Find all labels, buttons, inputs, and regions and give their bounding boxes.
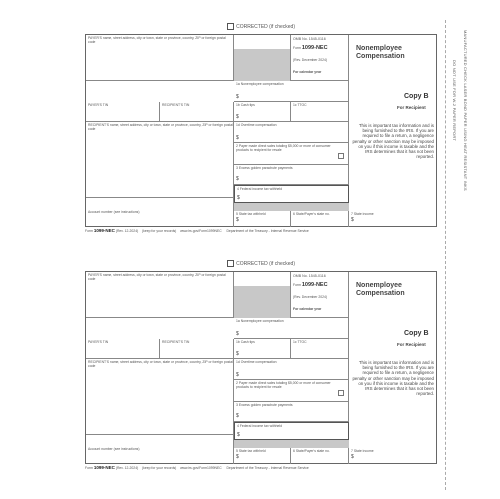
omb-box (291, 272, 349, 318)
recipient-name-label: RECIPIENT'S name, street address, city or town, state or province, country, ZIP or foreign postal code (88, 123, 233, 131)
box-7-label: 7 State income (351, 212, 374, 216)
recipient-name-box[interactable] (86, 122, 234, 198)
recipient-name-label: RECIPIENT'S name, street address, city or town, state or province, country, ZIP or foreign postal code (88, 360, 233, 368)
dollar-sign: $ (236, 372, 239, 378)
dollar-sign: $ (236, 176, 239, 182)
box-3-label: 3 Excess golden parachute payments (236, 166, 293, 170)
side-text-1: DO NOT USE FOR W-2 PAPER REPORT (452, 60, 457, 142)
box-4-label: 4 Federal income tax withheld (237, 187, 283, 191)
footer-rev: (Rev. 12-2024) (115, 229, 139, 233)
box-2-checkbox[interactable] (338, 153, 344, 159)
payer-tin-label: PAYER'S TIN (88, 103, 109, 107)
rev-date: (Rev. December 2024) (293, 58, 328, 62)
box-2-label: 2 Payer made direct sales totaling $5,000 or more of consumer products to recipient for resale (236, 381, 331, 389)
important-notice: This is important tax information and is being furnished to the IRS. If you are required to file a return, a negligence penalty or other sanction may be imposed on you if this income is taxable and the IRS determines that it has not been reported. (352, 123, 434, 160)
corrected-label: CORRECTED (if checked) (236, 23, 295, 30)
payer-tin-box[interactable] (86, 339, 160, 359)
box-1b-label: 1b Cash tips (236, 340, 255, 344)
form-frame (85, 34, 437, 227)
footer-form-label: Form (85, 229, 93, 233)
for-recipient-label: For Recipient (397, 105, 426, 110)
form-footer (85, 228, 309, 233)
title-line1: Nonemployee (356, 282, 402, 289)
dollar-sign: $ (236, 217, 239, 223)
box-4[interactable] (234, 185, 349, 203)
form-footer (85, 465, 309, 470)
calendar-year: For calendar year (293, 307, 322, 311)
gray-strip (234, 440, 349, 448)
corrected-checkbox-row[interactable] (85, 260, 295, 270)
footer-dept: Department of the Treasury - Internal Revenue Service (226, 229, 309, 233)
box-1a-label: 1a Nonemployee compensation (236, 319, 284, 323)
box-5-label: 5 State tax withheld (236, 449, 266, 453)
title-line1: Nonemployee (356, 45, 402, 52)
omb-number: OMB No. 1545-0116 (293, 274, 326, 278)
box-1c[interactable] (291, 339, 349, 359)
corrected-checkbox[interactable] (227, 260, 234, 267)
dollar-sign: $ (236, 331, 239, 337)
dollar-sign: $ (237, 195, 240, 201)
form-label: Form (293, 46, 301, 50)
payer-name-label: PAYER'S name, street address, city or town, state or province, country, ZIP or foreign postal code (88, 36, 226, 44)
corrected-checkbox-row[interactable] (85, 23, 295, 33)
box-1b-label: 1b Cash tips (236, 103, 255, 107)
dollar-sign: $ (351, 217, 354, 223)
payer-tin-box[interactable] (86, 102, 160, 122)
for-recipient-label: For Recipient (397, 342, 426, 347)
box-1a[interactable] (234, 81, 349, 102)
dollar-sign: $ (236, 135, 239, 141)
account-label: Account number (see instructions) (88, 210, 140, 214)
form-1099-nec-top (85, 23, 437, 233)
footer-url[interactable]: www.irs.gov/Form1099NEC (180, 229, 222, 233)
omb-box (291, 35, 349, 81)
account-label: Account number (see instructions) (88, 447, 140, 451)
footer-keep: (keep for your records) (142, 466, 177, 470)
footer-dept: Department of the Treasury - Internal Revenue Service (226, 466, 309, 470)
form-number-line (293, 283, 328, 287)
important-notice: This is important tax information and is being furnished to the IRS. If you are required to file a return, a negligence penalty or other sanction may be imposed on you if this income is taxable and the IRS determines that it has not been reported. (352, 360, 434, 397)
copy-b-label: Copy B (404, 330, 429, 337)
form-1099-nec-bottom (85, 260, 437, 470)
footer-form-label: Form (85, 466, 93, 470)
box-1d-label: 1d Overtime compensation (236, 360, 277, 364)
dollar-sign: $ (236, 454, 239, 460)
dollar-sign: $ (236, 413, 239, 419)
form-title (356, 282, 405, 298)
gray-block (234, 49, 290, 81)
gray-strip (234, 203, 349, 211)
box-1d[interactable] (234, 122, 349, 143)
box-1c-label: 1c TTOC (293, 103, 307, 107)
recipient-tin-label: RECIPIENT'S TIN (162, 103, 190, 107)
footer-form-number: 1099-NEC (93, 465, 115, 470)
footer-url[interactable]: www.irs.gov/Form1099NEC (180, 466, 222, 470)
gray-block (234, 286, 290, 318)
box-6[interactable] (291, 211, 349, 227)
footer-keep: (keep for your records) (142, 229, 177, 233)
gray-area-box (234, 35, 291, 81)
box-2-checkbox[interactable] (338, 390, 344, 396)
box-6-label: 6 State/Payer's state no. (293, 449, 330, 453)
box-5[interactable] (234, 211, 291, 227)
box-2[interactable] (234, 380, 349, 402)
box-5-label: 5 State tax withheld (236, 212, 266, 216)
box-4-label: 4 Federal income tax withheld (237, 424, 283, 428)
box-4[interactable] (234, 422, 349, 440)
dollar-sign: $ (351, 454, 354, 460)
form-label: Form (293, 283, 301, 287)
box-1d[interactable] (234, 359, 349, 380)
dollar-sign: $ (236, 114, 239, 120)
payer-name-box[interactable] (86, 272, 234, 318)
form-frame (85, 271, 437, 464)
omb-number: OMB No. 1545-0116 (293, 37, 326, 41)
account-number-box[interactable] (86, 198, 234, 227)
form-number: 1099-NEC (301, 282, 328, 288)
box-6-label: 6 State/Payer's state no. (293, 212, 330, 216)
title-line2: Compensation (356, 53, 405, 60)
box-7[interactable] (349, 448, 437, 464)
title-line2: Compensation (356, 290, 405, 297)
box-3[interactable] (234, 402, 349, 422)
payer-tin-label: PAYER'S TIN (88, 340, 109, 344)
dollar-sign: $ (236, 94, 239, 100)
box-7[interactable] (349, 211, 437, 227)
box-3[interactable] (234, 165, 349, 185)
box-6[interactable] (291, 448, 349, 464)
dollar-sign: $ (237, 432, 240, 438)
perforation-line (445, 20, 446, 490)
payer-name-box[interactable] (86, 35, 234, 81)
box-1b[interactable] (234, 339, 291, 359)
calendar-year: For calendar year (293, 70, 322, 74)
form-number-line (293, 46, 328, 50)
recipient-name-box[interactable] (86, 359, 234, 435)
corrected-checkbox[interactable] (227, 23, 234, 30)
account-number-box[interactable] (86, 435, 234, 464)
recipient-tin-box[interactable] (160, 339, 234, 359)
corrected-label: CORRECTED (if checked) (236, 260, 295, 267)
payer-name-label: PAYER'S name, street address, city or town, state or province, country, ZIP or foreign postal code (88, 273, 226, 281)
recipient-tin-label: RECIPIENT'S TIN (162, 340, 190, 344)
box-1c[interactable] (291, 102, 349, 122)
box-1b[interactable] (234, 102, 291, 122)
footer-rev: (Rev. 12-2024) (115, 466, 139, 470)
box-2[interactable] (234, 143, 349, 165)
box-7-label: 7 State income (351, 449, 374, 453)
box-2-label: 2 Payer made direct sales totaling $5,000 or more of consumer products to recipient for resale (236, 144, 331, 152)
box-1a[interactable] (234, 318, 349, 339)
box-1a-label: 1a Nonemployee compensation (236, 82, 284, 86)
box-1d-label: 1d Overtime compensation (236, 123, 277, 127)
box-5[interactable] (234, 448, 291, 464)
recipient-tin-box[interactable] (160, 102, 234, 122)
box-3-label: 3 Excess golden parachute payments (236, 403, 293, 407)
side-text-2: MANUFACTURED CHECK LASER BOND PAPER USING HEAT RESISTANT INKS (463, 30, 468, 191)
copy-b-label: Copy B (404, 93, 429, 100)
gray-area-box (234, 272, 291, 318)
form-title (356, 45, 405, 61)
box-1c-label: 1c TTOC (293, 340, 307, 344)
footer-form-number: 1099-NEC (93, 228, 115, 233)
rev-date: (Rev. December 2024) (293, 295, 328, 299)
form-number: 1099-NEC (301, 45, 328, 51)
dollar-sign: $ (236, 351, 239, 357)
